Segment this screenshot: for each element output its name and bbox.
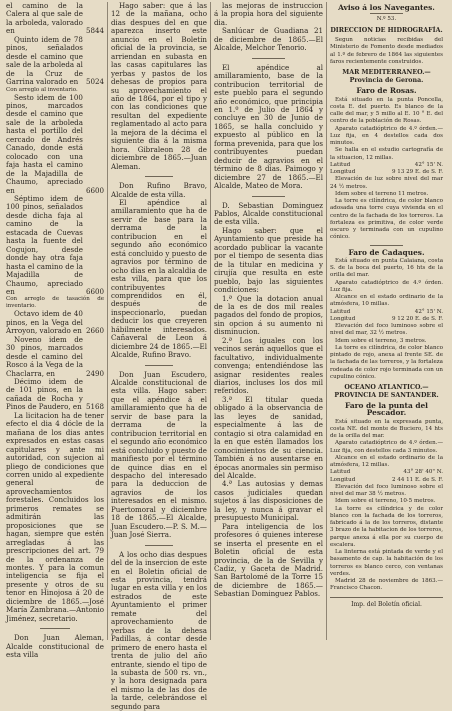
region-heading: MAR MEDITERRANEO.—Provincia de Gerona. [342, 69, 431, 84]
latitude-value: 43° 28' 40" N. [403, 469, 443, 476]
paragraph: Hago saber: que á las 12 de la mañana, ocho dias despues del en que aparezca inserto este anuncio en el Boletín oficial de la provincia, se arriendan en subasta en las casas capitulares las yerbas y pastos de los dehesas de propios para su aprovechamiento el año de 1864, por el tipo y con las condiciones que resultan del expediente reglamentado al acto para la mejora de la décima el siguiente dia á la misma hora. Gibraleon 28 de diciembre de 1865.—Juan Aleman. [111, 1, 207, 171]
list-item [6, 378, 104, 412]
column-2 [107, 1, 210, 711]
paragraph: El apéndice al amillaramiento que ha de servir de base para la derrama de la contribucion en el segundo año económico está concluido y puesto de agravios por término de ocho dias en la alcaldia de esta villa, para que los contribuyentes comprendidos en él, después de inspeccionarlo, puedan deducir los que creyeren hábilmente interesados. Cañaveral de Leon á diciembre 24 de 1865.—El Alcalde, Rufino Bravo. [111, 197, 207, 360]
divider [145, 365, 174, 366]
section-title: Aviso á los Navegantes. [338, 3, 435, 12]
amount: 5024 [85, 77, 104, 87]
divider [145, 176, 174, 177]
paragraph: Idem sobre el terreno 11 metros. [335, 190, 429, 197]
paragraph: 3.ª El titular queda obligado á la observancia de las leyes de sanidad, especialmente á las de contagio si otra calamidad en la en que estén llamados los conocimientos de su ciencia. También á no ausentarse en épocas anormales sin permiso del Alcalde. [214, 394, 323, 481]
paragraph: Segun noticias recibidas del Ministerio de Fomento desde mediados al 1.º de febrero de 1864 las siguientes faros recientemente construidos. [330, 37, 443, 65]
longitude-label: Longitud [330, 476, 356, 483]
list-item [6, 310, 104, 335]
paragraph: 1.ª Que la dotacion anual de la es de dos mil reales pagados del fondo de propios, sin opcion á su aumento ni disminucion. [214, 293, 323, 337]
column-3 [210, 2, 326, 640]
paragraph: Elevación del foco luminoso sobre el nivel del mar, 32 ½ metros. [330, 323, 443, 337]
imprint: Imp. del Boletín oficial. [330, 597, 443, 608]
paragraph: 4.ª Las autosias y demas casos judiciales quedan sujetos á las disposiciones de la ley, y nunca á gravar el presupuesto Municipal. [214, 479, 323, 523]
longitude-value: 9 13 29 E. de S. F. [392, 169, 443, 176]
paragraph: Elevación del foco luminoso sobre el nivel del mar 38 ½ metros. [330, 483, 443, 498]
amount: 6600 [85, 286, 104, 296]
signature: Madrid 28 de noviembre de 1863.—Francisco Chacon. [330, 578, 443, 592]
divider [252, 196, 285, 197]
paragraph: Aparato catadióptrico de 4.º órden.—Luz fija, con destellos cada 3 minutos. [330, 440, 443, 454]
department-title: DIRECCION DE HIDROGRAFÍA. [330, 26, 443, 34]
amount: 2490 [85, 368, 104, 378]
paragraph: La linterna está pintada de verde y el basamento de cap. la habitación de los torreros es blanco cerco, con ventanas verdes. [330, 549, 443, 577]
latitude-row [330, 309, 443, 316]
longitude-value: 9 12 20 E. de S. F. [392, 315, 443, 322]
paragraph: 2.ª Los iguales con los vecinos serán aquellos que el facultativo, individualmente convenga; entendiéndose las asignar residentes reales diarios, incluses los dos mil referidos. [214, 335, 323, 396]
paragraph: Don Rufino Bravo, Alcalde de esta villa. [111, 181, 207, 199]
paragraph: A los ocho dias despues del de la insercion de este en el Boletin oficial de esta provincia, tendrá lugar en esta villa y en los estrados de este Ayuntamiento el primer remate del aprovechamiento de yerbas de la dehesa Padillas, á contar desde primero de enero hasta el trenta de julio del año entrante, siendo el tipo de la subasta de 500 rs. vn., y la hora designada para el mismo la de las dos de la tarde, celebrándose el segundo para [111, 549, 207, 711]
paragraph: las mejoras de instruccion á la propia hora del siguiente dia. [214, 1, 323, 27]
paragraph: La licitacion ha de tener efecto el dia 4 dócle de la mañana de los dias antes expresados en estas casas capitulares y ante mi autoridad, con sujecion al pliego de condiciones que corren unido al expediente general de aprovechamientos forestales. Concluidos los primeros remates se admitirán las proposiciones que se hagan, siempre que estén arregladas á las prescripciones del art. 79 de la ordenanza de montes. Y para la comun inteligencia se fija el presente y otros de su tenor en Hinojosa á 20 de diciembre de 1865.—José María Zambrana.—Antonio Jiménez, secretario. [6, 410, 104, 623]
paragraph: el camino de la Calera al que sale de la arboleda, valorado en [6, 1, 83, 36]
latitude-label: Latitud [330, 469, 351, 476]
divider [370, 13, 404, 14]
lighthouse-title: Faro de la punta del Pescador. [344, 401, 428, 418]
list-item [6, 2, 104, 36]
note: Con arreglo de tasación de inventario. [6, 296, 104, 310]
notice-number: N.º 53. [376, 16, 397, 23]
latitude-label: Latitud [330, 308, 351, 315]
paragraph: Aparato catadióptrico de 4.º órden. Luz fija. [330, 279, 443, 293]
paragraph: Idem sobre el terreno, 3 metros. [335, 337, 427, 344]
list-item [6, 336, 104, 378]
amount: 5844 [85, 26, 104, 36]
paragraph: Idem sobre el terreno, 10·5 metros. [335, 498, 436, 505]
paragraph: La torre es cilíndrica y de color blanco con la fachada de los torreros, fabricado á la de los torreros, distante 3 brazo de la habitacion de los torreros, parque anexa á ella por su cuerpo de escalera. [330, 505, 443, 548]
paragraph: Quinto idem de 78 pinos, señalados desde el camino que sale de la arboleda al de la Cruz de Garrina valorado en [6, 34, 83, 87]
paragraph: Está situado en la punta Poncella, costa E. del puerto. Es blanco de la calle del mar, y 5 millo al E. 10 ° E. del centro de la población de Rosas. [330, 96, 443, 125]
paragraph: Sesto idem de 100 pinos, marcados desde el camino que sale de la arboleda hasta el portillo del cercado de Andrés Canado, donde está colocado con una faja hasta el camino de la Majadilla de Chaumo, apreciado en [6, 92, 83, 195]
amount: 2660 [85, 326, 104, 336]
longitude-row [330, 477, 443, 484]
paragraph: Alcance en el estado ordinario de la atmósfera, 10 millas. [330, 294, 443, 308]
paragraph: Noveno idem de 30 pinos, marcados desde el camino del Rosco á la Vega de la Chaclarra, en [6, 334, 83, 378]
paragraph: La torre es cilíndrica, de color blanco adosada una torre cuya vivienda en el centro de la fachada de los torreros. La fortaleza es primitiva, de color verde oscuro y terminada con un cupulino cónico. [330, 198, 443, 241]
column-1 [3, 1, 107, 660]
latitude-row [330, 469, 443, 476]
column-4 [326, 2, 446, 640]
paragraph: Se halla en el estudio cartografía de la situacion, 12 millas. [330, 147, 443, 161]
divider [370, 245, 404, 246]
divider [145, 545, 174, 546]
paragraph: Don Juan Escudero, Alcalde constitucional de esta villa. Hago saber: que el apéndice á el amillaramiento que ha de servir de base para la derrama de la contribucion territorial en el segundo año económico está concluido y puesto de manifiesto por el término de quince dias en el despacho del interesado para la deduccion de agravios de los interesados en el mismo. Puertomoral y diciembre 18 de 1865.—El Alcalde, Juan Escudero.—P. S. M.—Juan José Sierra. [111, 369, 207, 540]
paragraph: Aparato catadióptrico de 4.º órden.—Luz fija, en 4 destellos cada dos minutos. [330, 125, 443, 147]
divider [40, 628, 69, 629]
longitude-row [330, 316, 443, 323]
latitude-value: 42° 15' N. [414, 161, 443, 168]
region-heading: OCEANO ATLANTICO.—PROVINCIA DE SANTANDER. [334, 384, 439, 399]
paragraph: Está situado en la expresada punta, costa NE. del monte de Buciero, 14 hts de la orilla del mar. [330, 418, 443, 440]
list-item [6, 195, 104, 296]
paragraph: D. Sebastian Dominguez Pablos, Alcalde constitucional de esta villa. [214, 200, 323, 227]
paragraph: Para inteligencia de los profesores ó quienes interese se inserta el presente en el Boletin oficial de esta provincia, de la de Sevilla y Cadiz, y Gaceta de Madrid. San Bartolomé de la Torre 15 de diciembre de 1865.—Sebastian Dominguez Pablos. [214, 521, 323, 599]
list-item [6, 94, 104, 195]
note: Con arreglo al inventario. [6, 86, 78, 93]
paragraph: Hago saber: que el Ayuntamiento que preside ha acordado publicar la vacante por el tiempo de sesenta dias de la titular en medicina y cirujía que resulta en este pueblo, bajo las siguientes condiciones: [214, 225, 323, 295]
paragraph: Don Juan Aleman, Alcalde constitucional de esta villa [6, 633, 104, 660]
lighthouse-title: Faro de Cadaques. [348, 247, 425, 257]
longitude-label: Longitud [330, 315, 356, 322]
amount: 6600 [85, 185, 104, 195]
divider [252, 58, 285, 59]
paragraph: Elevación de luz sobre nivel del mar 24 ½ metros. [330, 176, 443, 190]
paragraph: La torre es cilíndrica, de color blanco pintado de rojo, anexa al frente SE. de la fachada de las torreros, y la fortaleza rodeada de color rojo terminada con un cupulino cónico. [330, 344, 443, 380]
paragraph: Alcance en el estado ordinario de la atmósfera, 12 millas. [330, 454, 443, 469]
lighthouse-title: Faro de Rosas. [356, 86, 417, 96]
list-item [6, 36, 104, 87]
paragraph: Octavo idem de 40 pinos, en la Vega del Arroyon, valorado en [6, 309, 83, 336]
latitude-label: Latitud [330, 161, 351, 168]
longitude-label: Longitud [330, 169, 356, 176]
latitude-row [330, 162, 443, 169]
paragraph: El apéndice al amillaramiento, base de la contribucion territorial de este pueblo para el segundo año económico, que principia en 1.º de Julio de 1864 y concluye en 30 de Junio de 1865, se halla concluido y expuesto al público en la forma prevenida, para que los contribuyentes puedan deducir de agravios en el término de 8 dias. Paimogo y diciembre 27 de 1865.—El Alcalde, Mateo de Mora. [214, 62, 323, 191]
latitude-value: 42° 15' N. [414, 308, 443, 315]
paragraph: Décimo idem de de 101 pinos, en la cañada de Rocha y Pinos de Paudero, en [6, 377, 83, 412]
paragraph: Séptimo idem de 100 pinos, señalados desde dicha faja al camino de la estacada de Cuevas hasta la fuente del Cogujon, desde donde hay otra faja hasta el camino de la Majadilla de Chaumo, apreciado en [6, 193, 83, 296]
paragraph: Está situado en punta Calaiana, costa S. de la boca del puerto, 16 hts de la orilla del mar. [330, 257, 443, 279]
longitude-value: 2 44 11 E. de S. F. [392, 476, 443, 483]
paragraph: Sanlúcar de Guadiana 21 de diciembre de 1865.—El Alcalde, Melchor Tenorio. [214, 26, 323, 53]
amount: 5168 [85, 402, 104, 412]
